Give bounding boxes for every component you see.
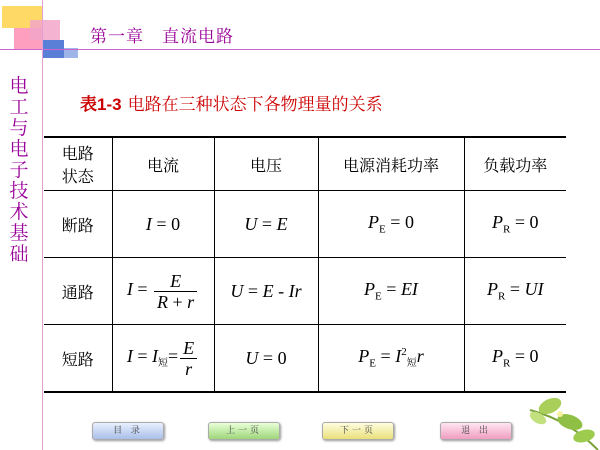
exit-button[interactable]: 退 出: [440, 422, 512, 440]
row-label-closed: 通路: [44, 258, 112, 325]
header-load-power: 负载功率: [464, 137, 566, 191]
chapter-title: 第一章 直流电路: [90, 27, 234, 47]
table-row-closed: [44, 258, 566, 325]
prev-page-button[interactable]: 上一页: [208, 422, 280, 440]
table-caption: [80, 90, 383, 115]
side-divider: [42, 0, 43, 450]
plant-decoration: [520, 370, 600, 450]
decor-square-magenta: [30, 20, 60, 40]
header-source-power: 电源消耗功率: [318, 137, 464, 191]
formula-open-current: I = 0: [112, 191, 214, 258]
formula-short-load-power: $P_R = 0$: [464, 325, 566, 393]
formula-open-load-power: $P_R = 0$: [464, 191, 566, 258]
row-label-open: 断路: [44, 191, 112, 258]
relation-table: [44, 136, 566, 393]
header-state: 电路 状态: [44, 137, 112, 191]
formula-closed-source-power: $P_E$ = EI: [318, 258, 464, 325]
formula-short-current: $I = I_短=$ $\frac{E}{r}$: [112, 325, 214, 393]
formula-open-voltage: U = E: [214, 191, 318, 258]
table-row-short: [44, 325, 566, 393]
formula-short-source-power: $P_E = I^2_短r$: [318, 325, 464, 393]
header-current: 电流: [112, 137, 214, 191]
next-page-button[interactable]: 下一页: [322, 422, 394, 440]
contents-button[interactable]: 目 录: [92, 422, 164, 440]
table-caption-text: 电路在三种状态下各物理量的关系: [127, 95, 383, 115]
formula-open-source-power: $P_E = 0$: [318, 191, 464, 258]
course-title: 电工与电子技术基础: [9, 75, 29, 265]
table-row-open: [44, 191, 566, 258]
formula-closed-current: I = $\frac{E}{R + r}$: [112, 258, 214, 325]
table-number: 表1-3: [80, 95, 122, 114]
table-header-row: [44, 137, 566, 191]
formula-closed-voltage: U = E - Ir: [214, 258, 318, 325]
header-divider: [0, 49, 600, 50]
header-voltage: 电压: [214, 137, 318, 191]
row-label-short: 短路: [44, 325, 112, 393]
formula-short-voltage: U = 0: [214, 325, 318, 393]
formula-closed-load-power: $P_R$ = UI: [464, 258, 566, 325]
